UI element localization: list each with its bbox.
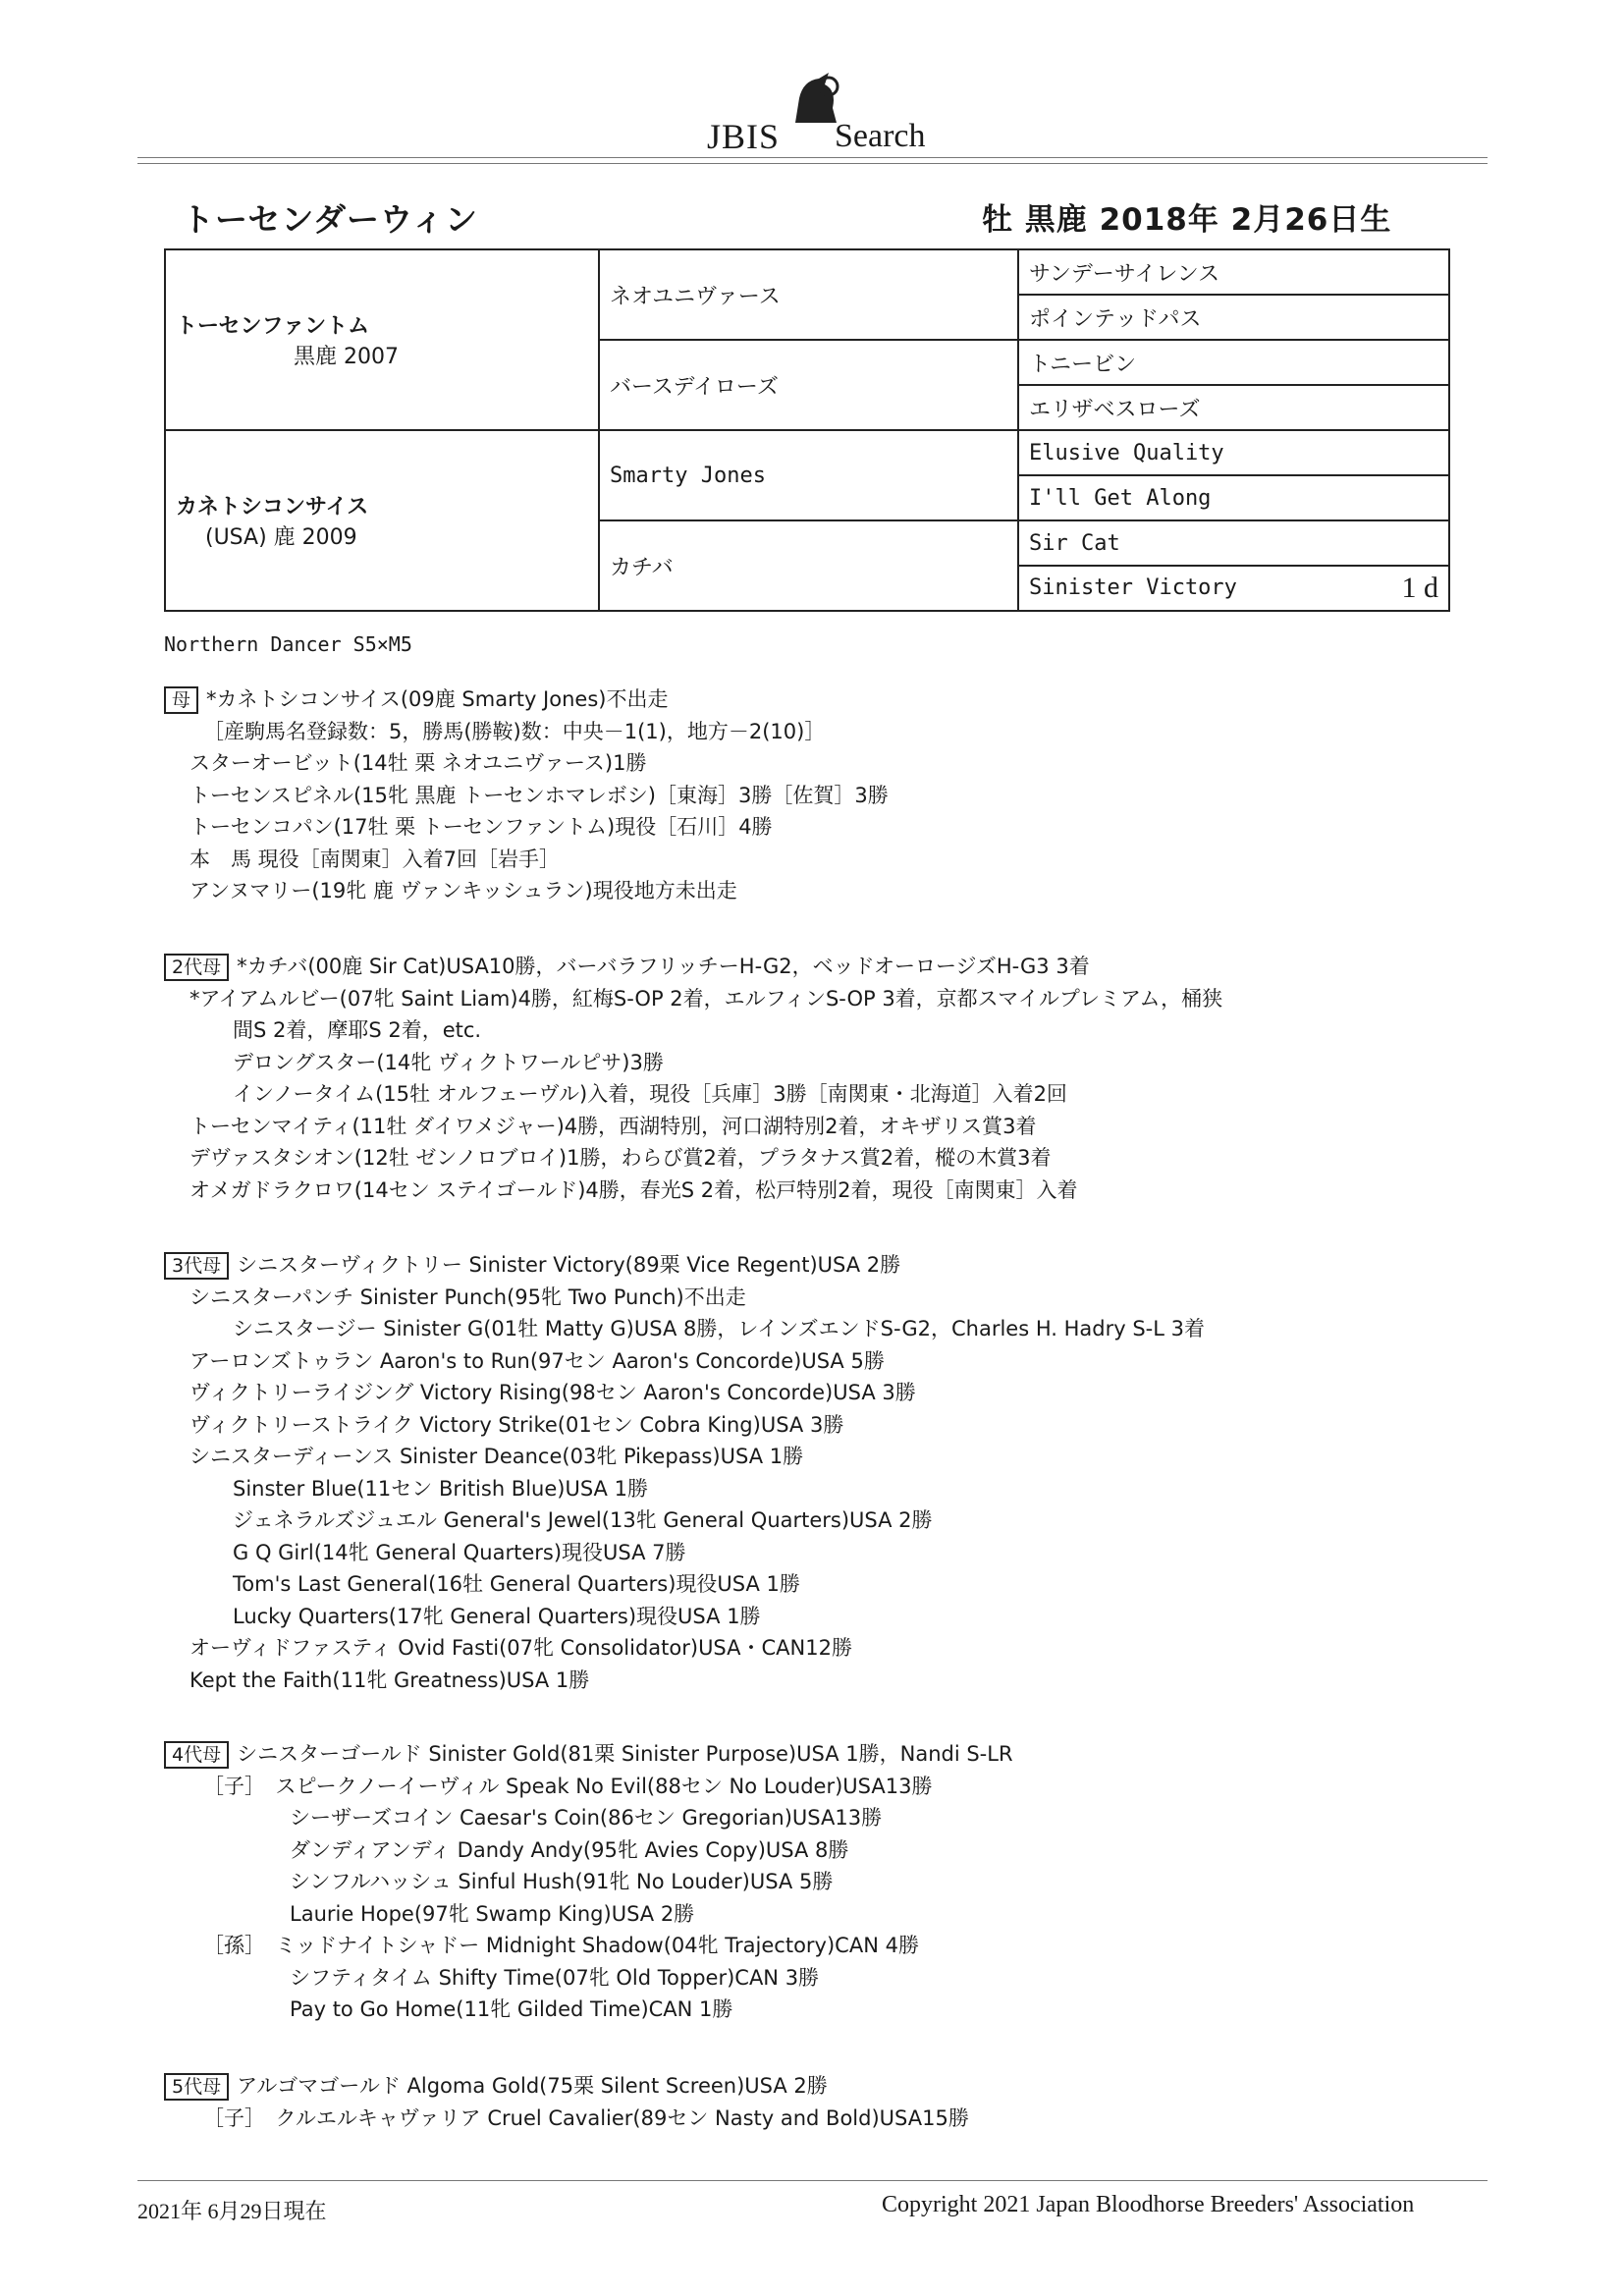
g3-1: ポインテッドパス (1018, 295, 1449, 340)
section-line (164, 1994, 1013, 2026)
logo-jbis-text: JBIS (707, 117, 781, 156)
g3-3: エリザベスローズ (1018, 385, 1449, 430)
section-line (164, 844, 889, 876)
section-line-text: ［産駒馬名登録数：5，勝馬(勝鞍)数：中央－1(1)，地方－2(10)］ (203, 719, 826, 743)
inbreeding-note: Northern Dancer S5×M5 (164, 632, 412, 656)
header-rule (137, 157, 1488, 158)
section-line-text: 間S 2着，摩耶S 2着，etc. (233, 1018, 482, 1042)
section-line (164, 1111, 1222, 1143)
dam-sire-cell: Smarty Jones (599, 430, 1018, 520)
section-line-text: オメガドラクロワ(14セン ステイゴールド)4勝，春光S 2着，松戸特別2着，現役［南関東］入着 (189, 1177, 1078, 1202)
section-line-text: ヴィクトリーライジング Victory Rising(98セン Aaron's Concorde)USA 3勝 (189, 1381, 916, 1404)
section-line-text: ［孫］ ミッドナイトシャドー Midnight Shadow(04牝 Trajectory)CAN 4勝 (203, 1934, 919, 1957)
horse-info: 牡 黒鹿 2018年 2月26日生 (982, 202, 1392, 238)
section-line (164, 1601, 1205, 1633)
section-line-text: ［子］ クルエルキャヴァリア Cruel Cavalier(89セン Nasty and Bold)USA15勝 (203, 2105, 969, 2130)
footer-rule (137, 2180, 1488, 2181)
section-3 (164, 1738, 1013, 2026)
section-line-text: トーセンコパン(17牡 栗 トーセンファントム)現役［石川］4勝 (189, 815, 773, 839)
section-line-text: Laurie Hope(97牝 Swamp King)USA 2勝 (290, 1901, 695, 1926)
horse-name: トーセンダーウィン (182, 200, 479, 239)
section-line-text: シンフルハッシュ Sinful Hush(91牝 No Louder)USA 5勝 (290, 1870, 834, 1893)
section-line (164, 747, 889, 780)
section-line (164, 1249, 1205, 1282)
pedigree-table (164, 248, 1450, 612)
section-line (164, 811, 889, 844)
logo-search-text: Search (835, 118, 926, 154)
section-line-text: シニスターパンチ Sinister Punch(95牝 Two Punch)不出走 (189, 1285, 746, 1309)
section-line (164, 1834, 1013, 1867)
section-line-text: アンヌマリー(19牝 鹿 ヴァンキッシュラン)現役地方未出走 (189, 879, 737, 902)
section-line-text: シニスターゴールド Sinister Gold(81栗 Sinister Purpose)USA 1勝，Nandi S-LR (237, 1742, 1013, 1766)
section-line (164, 1473, 1205, 1505)
sire-dam-cell: バースデイローズ (599, 340, 1018, 430)
section-line (164, 1047, 1222, 1079)
section-line-text: トーセンスピネル(15牝 黒鹿 トーセンホマレボシ)［東海］3勝［佐賀］3勝 (189, 783, 889, 807)
section-line-text: シニスターディーンス Sinister Deance(03牝 Pikepass)USA 1勝 (189, 1445, 804, 1468)
section-line (164, 1738, 1013, 1771)
section-line (164, 1665, 1205, 1697)
section-line-text: Tom's Last General(16牡 General Quarters)現役USA 1勝 (233, 1572, 800, 1596)
section-line (164, 1345, 1205, 1378)
g3-7-cell (1018, 566, 1449, 611)
section-line (164, 683, 889, 716)
section-line (164, 1962, 1013, 1995)
section-line-text: シーザーズコイン Caesar's Coin(86セン Gregorian)USA13勝 (290, 1806, 883, 1830)
section-line-text: *カネトシコンサイス(09鹿 Smarty Jones)不出走 (206, 687, 669, 711)
footer-copyright: Copyright 2021 Japan Bloodhorse Breeders' Association (882, 2192, 1415, 2217)
g3-5: I'll Get Along (1018, 475, 1449, 520)
section-line (164, 1409, 1205, 1442)
section-line (164, 1632, 1205, 1665)
section-line-text: トーセンマイティ(11牡 ダイワメジャー)4勝，西湖特別，河口湖特別2着，オキザリス賞3着 (189, 1114, 1037, 1138)
dam-dam-cell: カチバ (599, 520, 1018, 611)
section-line-text: ヴィクトリーストライク Victory Strike(01セン Cobra King)USA 3勝 (189, 1412, 844, 1437)
section-line (164, 780, 889, 812)
section-line-text: オーヴィドファスティ Ovid Fasti(07牝 Consolidator)USA・CAN12勝 (189, 1636, 852, 1660)
section-line-text: アルゴマゴールド Algoma Gold(75栗 Silent Screen)USA 2勝 (237, 2074, 828, 2098)
section-line (164, 716, 889, 748)
section-line-text: デロングスター(14牝 ヴィクトワールピサ)3勝 (233, 1050, 664, 1074)
section-line (164, 1771, 1013, 1803)
section-line (164, 1142, 1222, 1175)
sire-sire-cell: ネオユニヴァース (599, 249, 1018, 340)
sire-detail: 黒鹿 2007 (294, 345, 399, 369)
section-line (164, 1282, 1205, 1314)
section-line (164, 875, 889, 907)
section-line (164, 1078, 1222, 1111)
footer-date: 2021年 6月29日現在 (137, 2199, 327, 2223)
section-line-text: インノータイム(15牡 オルフェーヴル)入着，現役［兵庫］3勝［南関東・北海道］入着2回 (233, 1082, 1067, 1106)
section-line (164, 1898, 1013, 1931)
section-line (164, 1568, 1205, 1601)
section-tag: 母 (164, 686, 198, 714)
dam-cell (165, 430, 599, 611)
dam-name: カネトシコンサイス (176, 495, 369, 519)
section-line (164, 1504, 1205, 1537)
section-line (164, 1866, 1013, 1898)
section-line (164, 1537, 1205, 1569)
section-tag: 3代母 (164, 1252, 229, 1280)
section-line-text: Lucky Quarters(17牝 General Quarters)現役USA 1勝 (233, 1604, 761, 1628)
section-4 (164, 2070, 969, 2134)
section-line-text: シニスターヴィクトリー Sinister Victory(89栗 Vice Regent)USA 2勝 (237, 1253, 901, 1277)
section-tag: 5代母 (164, 2073, 229, 2101)
section-line-text: Sinster Blue(11セン British Blue)USA 1勝 (233, 1476, 648, 1501)
section-line-text: スターオービット(14牡 栗 ネオユニヴァース)1勝 (189, 751, 647, 775)
section-line (164, 2070, 969, 2103)
section-line (164, 983, 1222, 1015)
section-tag: 2代母 (164, 954, 229, 981)
section-line-text: G Q Girl(14牝 General Quarters)現役USA 7勝 (233, 1540, 686, 1564)
section-2 (164, 1249, 1205, 1696)
section-line-text: ジェネラルズジュエル General's Jewel(13牝 General Quarters)USA 2勝 (233, 1508, 933, 1532)
header-rule-2 (137, 163, 1488, 164)
section-line (164, 1175, 1222, 1207)
sire-cell (165, 249, 599, 430)
section-line-text: アーロンズトゥラン Aaron's to Run(97セン Aaron's Concorde)USA 5勝 (189, 1348, 885, 1373)
section-line-text: デヴァスタシオン(12牡 ゼンノロブロイ)1勝，わらび賞2着，プラタナス賞2着，樅の木賞3着 (189, 1146, 1052, 1170)
g3-6: Sir Cat (1018, 520, 1449, 566)
section-line (164, 1802, 1013, 1834)
section-line (164, 1930, 1013, 1962)
section-line-text: *アイアムルビー(07牝 Saint Liam)4勝，紅梅S-OP 2着，エルフィンS-OP 3着，京都スマイルプレミアム，桶狭 (189, 986, 1223, 1011)
section-line (164, 1377, 1205, 1409)
section-line-text: シフティタイム Shifty Time(07牝 Old Topper)CAN 3勝 (290, 1965, 820, 1990)
section-line-text: シニスタージー Sinister G(01牡 Matty G)USA 8勝，レインズエンドS-G2，Charles H. Hadry S-L 3着 (233, 1317, 1205, 1340)
section-line-text: ［子］ スピークノーイーヴィル Speak No Evil(88セン No Louder)USA13勝 (203, 1774, 933, 1798)
section-line-text: ダンディアンディ Dandy Andy(95牝 Avies Copy)USA 8勝 (290, 1837, 849, 1862)
section-line-text: Kept the Faith(11牝 Greatness)USA 1勝 (189, 1667, 590, 1692)
dam-detail: (USA) 鹿 2009 (205, 525, 357, 550)
g3-2: トニービン (1018, 340, 1449, 385)
section-1 (164, 951, 1222, 1206)
section-line-text: Pay to Go Home(11牝 Gilded Time)CAN 1勝 (290, 1997, 733, 2021)
g3-4: Elusive Quality (1018, 430, 1449, 475)
section-line-text: 本 馬 現役［南関東］入着7回［岩手］ (189, 847, 561, 871)
family-number: 1 d (1401, 572, 1438, 604)
jbis-search-logo (707, 69, 943, 157)
section-line (164, 1441, 1205, 1473)
section-line-text: *カチバ(00鹿 Sir Cat)USA10勝，バーバラフリッチーH-G2，ベッドオーロージズH-G3 3着 (237, 955, 1090, 978)
section-line (164, 1014, 1222, 1047)
sire-name: トーセンファントム (176, 314, 370, 339)
g3-0: サンデーサイレンス (1018, 249, 1449, 295)
g3-7: Sinister Victory (1029, 575, 1237, 600)
section-line (164, 951, 1222, 983)
section-tag: 4代母 (164, 1741, 229, 1769)
section-line (164, 2103, 969, 2135)
section-line (164, 1313, 1205, 1345)
section-0 (164, 683, 889, 907)
